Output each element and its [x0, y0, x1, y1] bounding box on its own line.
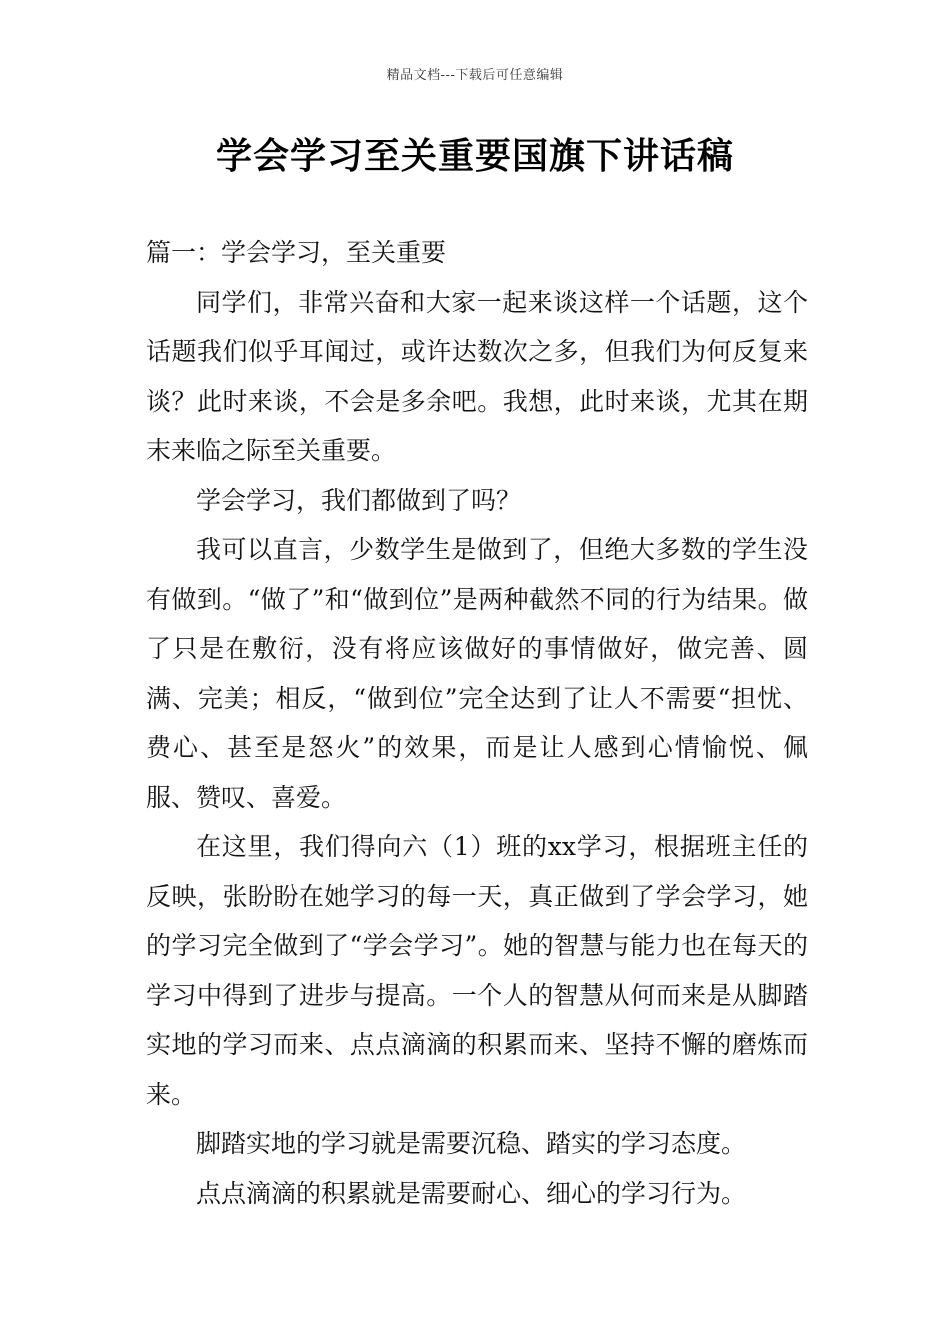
paragraph: 同学们，非常兴奋和大家一起来谈这样一个话题，这个话题我们似乎耳闻过，或许达数次之多，但我们为何反复来谈？此时来谈，不会是多余吧。我想，此时来谈，尤其在期末来临之际至关重要。 [146, 287, 808, 465]
section-heading: 篇一：学会学习，至关重要 [146, 238, 447, 267]
paragraph: 脚踏实地的学习就是需要沉稳、踏实的学习态度。 [196, 1129, 747, 1158]
paragraph: 学会学习，我们都做到了吗？ [196, 485, 522, 515]
header-note: 精品文档---下载后可任意编辑 [386, 68, 564, 83]
paragraph: 点点滴滴的积累就是需要耐心、细心的学习行为。 [196, 1178, 747, 1208]
paragraph: 在这里，我们得向六（1）班的xx学习，根据班主任的反映，张盼盼在她学习的每一天，真正做到了学会学习，她的学习完全做到了“学会学习”。她的智慧与能力也在每天的学习中得到了进步与提高。一个人的智慧从何而来是从脚踏实地的学习而来、点点滴滴的积累而来、坚持不懈的磨炼而来。 [146, 832, 808, 1109]
paragraph: 我可以直言，少数学生是做到了，但绝大多数的学生没有做到。“做了”和“做到位”是两种截然不同的行为结果。做了只是在敷衍，没有将应该做好的事情做好，做完善、圆满、完美；相反，“做到位”完全达到了让人不需要“担忧、费心、甚至是怒火”的效果，而是让人感到心情愉悦、佩服、赞叹、喜爱。 [146, 535, 808, 812]
document-title: 学会学习至关重要国旗下讲话稿 [215, 136, 734, 177]
document-body [146, 228, 808, 1218]
